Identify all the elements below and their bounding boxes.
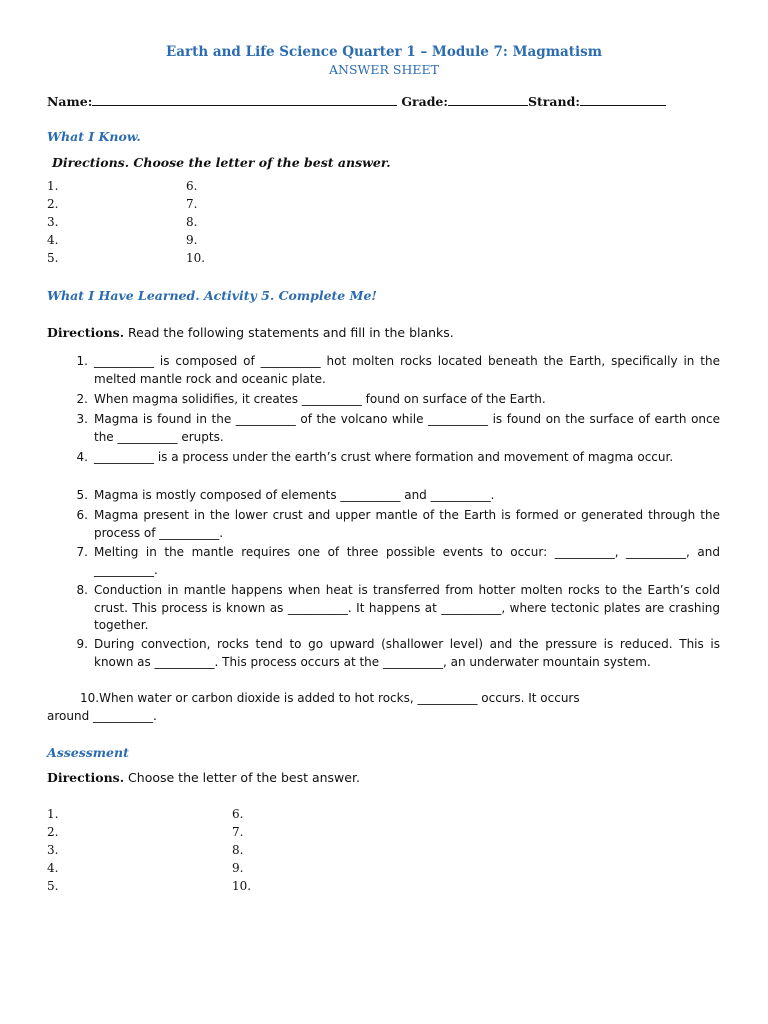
directions-text: Choose the letter of the best answer. [124,770,360,785]
answer-line: 1. [47,807,59,821]
item-number: 9. [76,637,88,651]
grade-blank[interactable] [448,93,528,106]
document-subtitle: ANSWER SHEET [329,62,439,77]
answer-line: 10. [186,251,206,265]
strand-blank[interactable] [580,93,666,106]
item-text: During convection, rocks tend to go upward (shallower level) and the pressure is reduced. This is known as __________. This process occurs at the __________, an underwater mountain system. [94,637,720,669]
directions-label: Directions. [47,770,125,785]
item-text: Magma present in the lower crust and upper mantle of the Earth is formed or generated through the process of __________. [94,508,720,540]
answer-line: 7. [186,197,198,211]
directions-label: Directions. [47,325,125,340]
what-i-know-heading: What I Know. [47,129,141,144]
answer-line: 2. [47,825,59,839]
item-number: 5. [76,488,88,502]
answer-line: 6. [186,179,198,193]
fill-in-item-10-line2: around __________. [47,709,157,723]
answer-line: 3. [47,215,59,229]
item-text: Conduction in mantle happens when heat is transferred from hotter molten rocks to the Earth’s cold crust. This process is known as __________. It happens at __________, where tectonic plates are crashing together. [94,583,720,632]
answer-line: 7. [232,825,244,839]
assessment-col2 [232,805,251,895]
answer-line: 9. [232,861,244,875]
grade-label: Grade: [401,94,448,109]
assessment-heading: Assessment [47,745,129,760]
answer-line: 6. [232,807,244,821]
answer-line: 3. [47,843,59,857]
item-text: Magma is mostly composed of elements __________ and __________. [94,488,495,502]
item-number: 7. [76,545,88,559]
answer-line: 9. [186,233,198,247]
name-label: Name: [47,94,93,109]
answer-line: 8. [232,843,244,857]
fill-in-item [68,544,720,579]
fill-in-item [68,507,720,542]
item-text: __________ is a process under the earth’s crust where formation and movement of magma occur. [94,450,674,464]
item-number: 6. [76,508,88,522]
student-info-row [47,93,677,109]
item-number: 3. [76,412,88,426]
fill-in-item [68,582,720,635]
fill-in-item [68,353,720,388]
item-number: 1. [76,354,88,368]
fill-in-item-10-line1: 10.When water or carbon dioxide is added to hot rocks, __________ occurs. It occurs [80,691,580,705]
answer-line: 10. [232,879,252,893]
strand-label: Strand: [528,94,580,109]
fill-in-item [68,391,720,409]
what-i-have-learned-heading: What I Have Learned. Activity 5. Complete Me! [47,288,377,303]
directions-text: Read the following statements and fill in the blanks. [124,325,454,340]
item-number: 2. [76,392,88,406]
fill-in-item [68,487,720,505]
what-i-know-directions: Directions. Choose the letter of the best answer. [52,155,391,170]
item-number: 8. [76,583,88,597]
assessment-col1 [47,805,58,895]
answer-line: 5. [47,251,59,265]
name-blank[interactable] [92,93,397,106]
item-text: When magma solidifies, it creates __________ found on surface of the Earth. [94,392,546,406]
what-i-know-col1 [47,177,58,267]
answer-line: 2. [47,197,59,211]
item-number: 4. [76,450,88,464]
item-text: __________ is composed of __________ hot molten rocks located beneath the Earth, specifically in the melted mantle rock and oceanic plate. [94,354,720,386]
fill-in-item [68,636,720,671]
fill-in-item [68,449,720,467]
item-text: Magma is found in the __________ of the volcano while __________ is found on the surface of earth once the __________ erupts. [94,412,720,444]
answer-line: 1. [47,179,59,193]
document-title: Earth and Life Science Quarter 1 – Module 7: Magmatism [165,44,603,60]
item-text: Melting in the mantle requires one of three possible events to occur: __________, __________, and __________. [94,545,720,577]
assessment-directions [47,770,360,785]
answer-line: 4. [47,233,59,247]
fill-in-item [68,411,720,446]
answer-line: 8. [186,215,198,229]
learned-directions [47,325,454,340]
what-i-know-col2 [186,177,205,267]
answer-line: 4. [47,861,59,875]
answer-line: 5. [47,879,59,893]
